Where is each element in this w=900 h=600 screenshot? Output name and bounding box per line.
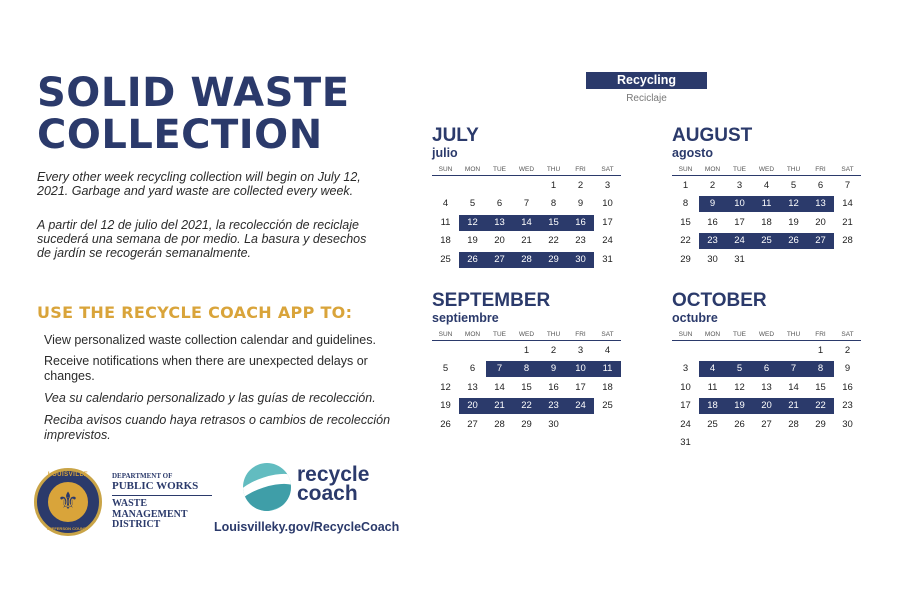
- calendar-day: 29: [521, 418, 532, 430]
- calendar-day: 19: [440, 400, 451, 411]
- day-header: TUE: [493, 166, 506, 173]
- calendar-empty-cell: [486, 343, 513, 359]
- calendar-day: 18: [761, 216, 772, 228]
- calendar-day: 14: [788, 381, 799, 393]
- day-of-week-header: [672, 331, 861, 341]
- calendar-day: 10: [680, 381, 691, 393]
- calendar-empty-cell: [807, 252, 834, 268]
- day-header: WED: [758, 331, 775, 338]
- bullet-notifications-es: Reciba avisos cuando haya retrasos o cambios de recolección imprevistos.: [44, 413, 391, 442]
- day-header: TUE: [733, 331, 746, 338]
- calendar-day: 28: [842, 235, 853, 246]
- calendar-week: [672, 434, 861, 453]
- recycling-day: 23: [699, 233, 726, 249]
- calendar-empty-cell: [699, 343, 726, 359]
- day-header: THU: [546, 331, 561, 338]
- calendar-week: [432, 360, 621, 379]
- calendar-day: 25: [602, 400, 613, 411]
- recycling-day: 22: [807, 398, 834, 414]
- day-header: SUN: [438, 331, 453, 338]
- recycling-day: 16: [567, 215, 594, 231]
- september-title-es: septiembre: [432, 311, 499, 325]
- calendar-day: 30: [548, 418, 559, 430]
- calendar-day: 7: [844, 179, 851, 191]
- calendar-empty-cell: [753, 435, 780, 451]
- calendar-empty-cell: [672, 343, 699, 359]
- recycling-day: 25: [753, 233, 780, 249]
- calendar-day: 6: [496, 198, 503, 209]
- calendar-day: 14: [494, 381, 505, 393]
- day-header: FRI: [575, 166, 586, 173]
- recycling-day: 28: [513, 252, 540, 268]
- calendar-empty-cell: [753, 343, 780, 359]
- calendar-day: 15: [815, 381, 826, 393]
- louisville-seal-logo: [34, 468, 102, 536]
- recycling-day: 23: [540, 398, 567, 414]
- calendar-day: 27: [761, 418, 772, 430]
- dpw-divider: [112, 495, 212, 496]
- day-header: FRI: [815, 331, 826, 338]
- calendar-day: 27: [467, 418, 478, 430]
- day-header: MON: [464, 331, 481, 338]
- july-title: JULY: [432, 125, 479, 146]
- day-header: TUE: [733, 166, 746, 173]
- calendar-empty-cell: [780, 343, 807, 359]
- calendar-day: 31: [680, 437, 691, 448]
- calendar-empty-cell: [432, 343, 459, 359]
- calendar-empty-cell: [834, 435, 861, 451]
- calendar-day: 9: [844, 363, 851, 374]
- calendar-day: 16: [842, 381, 853, 393]
- calendar-day: 21: [521, 235, 532, 246]
- calendar-day: 18: [440, 235, 451, 246]
- october-title-es: octubre: [672, 311, 718, 325]
- recycling-day: 13: [486, 215, 513, 231]
- calendar-day: 3: [577, 344, 584, 356]
- day-of-week-header: [432, 166, 621, 176]
- calendar-day: 16: [548, 381, 559, 393]
- dpw-waste: WASTE: [112, 498, 148, 509]
- dpw-management: MANAGEMENT: [112, 508, 188, 520]
- legend-recycling: Recycling: [586, 72, 707, 89]
- calendar-day: 20: [494, 235, 505, 246]
- calendar-week: [672, 250, 861, 269]
- day-header: SAT: [601, 166, 614, 173]
- calendar-day: 26: [440, 418, 451, 430]
- calendar-day: 26: [734, 418, 745, 430]
- calendar-day: 4: [442, 198, 449, 209]
- calendar-empty-cell: [459, 178, 486, 194]
- calendar-week: [432, 176, 621, 195]
- calendar-day: 20: [815, 216, 826, 228]
- legend-recycling-es: Reciclaje: [626, 93, 667, 104]
- calendar-week: [432, 378, 621, 397]
- calendar-day: 4: [763, 179, 770, 191]
- calendar-day: 12: [734, 381, 745, 393]
- recycling-day: 29: [540, 252, 567, 268]
- calendar-empty-cell: [780, 252, 807, 268]
- calendar-september: [432, 291, 621, 434]
- day-of-week-header: [432, 331, 621, 341]
- calendar-day: 19: [467, 235, 478, 246]
- calendar-week: [672, 415, 861, 434]
- calendar-day: 4: [604, 344, 611, 356]
- calendar-day: 17: [602, 216, 613, 228]
- calendar-day: 6: [817, 179, 824, 191]
- day-header: THU: [786, 331, 801, 338]
- calendar-week: [672, 360, 861, 379]
- calendar-day: 23: [575, 235, 586, 246]
- seal-county: JEFFERSON COUNTY: [46, 526, 89, 531]
- calendar-week: [432, 213, 621, 232]
- day-header: FRI: [575, 331, 586, 338]
- recycling-day: 6: [753, 361, 780, 377]
- calendar-day: 3: [736, 179, 743, 191]
- calendar-empty-cell: [459, 343, 486, 359]
- dpw-district: DISTRICT: [112, 519, 161, 530]
- recycling-day: 22: [513, 398, 540, 414]
- calendar-day: 1: [817, 344, 824, 356]
- recycle-coach-icon: [243, 463, 291, 511]
- calendar-day: 5: [790, 179, 797, 191]
- recycling-day: 8: [513, 361, 540, 377]
- recycling-day: 27: [486, 252, 513, 268]
- calendar-day: 23: [842, 400, 853, 411]
- recycling-day: 7: [486, 361, 513, 377]
- calendar-day: 2: [844, 344, 851, 356]
- calendar-day: 29: [680, 253, 691, 265]
- recycling-day: 26: [459, 252, 486, 268]
- calendar-day: 5: [442, 363, 449, 374]
- recycling-day: 11: [753, 196, 780, 212]
- calendar-day: 1: [682, 179, 689, 191]
- calendar-week: [672, 378, 861, 397]
- calendar-day: 24: [602, 235, 613, 246]
- calendar-day: 1: [523, 344, 530, 356]
- recycling-day: 26: [780, 233, 807, 249]
- august-title-es: agosto: [672, 146, 713, 160]
- calendar-empty-cell: [834, 252, 861, 268]
- calendar-july: [432, 126, 621, 269]
- calendar-day: 6: [469, 363, 476, 374]
- dpw-public-works: PUBLIC WORKS: [112, 480, 199, 492]
- seal-name: LOUISVILLE: [47, 472, 89, 478]
- calendar-empty-cell: [432, 178, 459, 194]
- calendar-day: 2: [709, 179, 716, 191]
- recycle-coach-name: [297, 465, 369, 503]
- recycling-day: 4: [699, 361, 726, 377]
- calendar-day: 16: [707, 216, 718, 228]
- recycle-coach-name-1: recycle: [297, 463, 370, 486]
- calendar-day: 22: [680, 235, 691, 246]
- calendar-day: 21: [842, 216, 853, 228]
- calendar-day: 31: [602, 253, 613, 265]
- calendar-week: [432, 415, 621, 434]
- recycling-day: 30: [567, 252, 594, 268]
- calendar-week: [672, 341, 861, 360]
- day-header: TUE: [493, 331, 506, 338]
- calendar-day: 25: [707, 418, 718, 430]
- recycling-day: 15: [540, 215, 567, 231]
- recycling-day: 12: [459, 215, 486, 231]
- recycling-day: 24: [726, 233, 753, 249]
- calendar-week: [432, 397, 621, 416]
- recycling-day: 20: [459, 398, 486, 414]
- recycling-day: 19: [726, 398, 753, 414]
- calendar-week: [672, 397, 861, 416]
- calendar-day: 2: [577, 179, 584, 191]
- day-header: MON: [704, 166, 721, 173]
- calendar-day: 2: [550, 344, 557, 356]
- calendar-day: 9: [577, 198, 584, 209]
- calendar-day: 3: [604, 179, 611, 191]
- calendar-day: 25: [440, 253, 451, 265]
- recycling-day: 18: [699, 398, 726, 414]
- fleur-de-lis-icon: ⚜: [46, 480, 90, 524]
- calendar-empty-cell: [567, 417, 594, 433]
- recycling-day: 20: [753, 398, 780, 414]
- calendar-day: 29: [815, 418, 826, 430]
- calendar-week: [672, 176, 861, 195]
- app-heading: USE THE RECYCLE COACH APP TO:: [37, 303, 353, 322]
- day-header: SAT: [841, 331, 854, 338]
- calendar-empty-cell: [699, 435, 726, 451]
- calendar-day: 7: [523, 198, 530, 209]
- calendar-week: [672, 195, 861, 214]
- september-title: SEPTEMBER: [432, 290, 551, 311]
- calendar-empty-cell: [486, 178, 513, 194]
- calendar-empty-cell: [513, 178, 540, 194]
- recycling-day: 9: [699, 196, 726, 212]
- day-header: THU: [786, 166, 801, 173]
- bullet-view-calendar: View personalized waste collection calendar and guidelines.: [44, 333, 376, 347]
- calendar-empty-cell: [594, 417, 621, 433]
- calendar-day: 15: [680, 216, 691, 228]
- calendar-day: 14: [842, 198, 853, 209]
- calendar-day: 22: [548, 235, 559, 246]
- recycling-day: 27: [807, 233, 834, 249]
- calendar-august: [672, 126, 861, 269]
- recycling-day: 11: [594, 361, 621, 377]
- calendar-week: [432, 341, 621, 360]
- calendar-empty-cell: [780, 435, 807, 451]
- calendar-day: 28: [494, 418, 505, 430]
- bullet-notifications: Receive notifications when there are unexpected delays or changes.: [44, 354, 368, 383]
- bullet-calendar-es: Vea su calendario personalizado y las guías de recolección.: [44, 391, 376, 405]
- calendar-day: 17: [575, 381, 586, 393]
- public-works-logo: [112, 472, 212, 531]
- recycle-coach-name-2: coach: [297, 482, 358, 505]
- recycling-day: 13: [807, 196, 834, 212]
- calendar-day: 28: [788, 418, 799, 430]
- calendar-day: 1: [550, 179, 557, 191]
- day-header: SUN: [438, 166, 453, 173]
- day-header: THU: [546, 166, 561, 173]
- day-header: WED: [518, 166, 535, 173]
- calendar-day: 17: [734, 216, 745, 228]
- october-title: OCTOBER: [672, 290, 767, 311]
- calendar-day: 3: [682, 363, 689, 374]
- recycling-day: 8: [807, 361, 834, 377]
- calendar-day: 19: [788, 216, 799, 228]
- calendar-day: 18: [602, 381, 613, 393]
- recycling-day: 7: [780, 361, 807, 377]
- day-header: WED: [758, 166, 775, 173]
- recycling-day: 24: [567, 398, 594, 414]
- recycling-day: 9: [540, 361, 567, 377]
- recycling-day: 14: [513, 215, 540, 231]
- calendar-day: 12: [440, 381, 451, 393]
- calendar-day: 30: [842, 418, 853, 430]
- day-header: SUN: [678, 331, 693, 338]
- day-header: FRI: [815, 166, 826, 173]
- calendar-day: 11: [707, 381, 718, 393]
- page-title: [37, 72, 350, 156]
- calendar-day: 11: [440, 216, 451, 228]
- calendar-day: 17: [680, 400, 691, 411]
- calendar-week: [432, 250, 621, 269]
- calendar-day: 8: [550, 198, 557, 209]
- day-header: SAT: [601, 331, 614, 338]
- recycling-day: 10: [567, 361, 594, 377]
- calendar-day: 13: [761, 381, 772, 393]
- calendar-week: [672, 213, 861, 232]
- recycling-day: 5: [726, 361, 753, 377]
- calendar-day: 8: [682, 198, 689, 209]
- recycle-coach-url[interactable]: Louisvilleky.gov/RecycleCoach: [214, 520, 400, 534]
- calendar-week: [672, 232, 861, 251]
- day-header: MON: [704, 331, 721, 338]
- recycling-day: 21: [486, 398, 513, 414]
- july-title-es: julio: [432, 146, 458, 160]
- intro-english: Every other week recycling collection will begin on July 12, 2021. Garbage and yard waste are collected every week.: [37, 170, 361, 198]
- calendar-empty-cell: [726, 435, 753, 451]
- august-title: AUGUST: [672, 125, 753, 146]
- calendar-october: [672, 291, 861, 452]
- day-header: WED: [518, 331, 535, 338]
- calendar-day: 13: [467, 381, 478, 393]
- calendar-day: 24: [680, 418, 691, 430]
- day-header: MON: [464, 166, 481, 173]
- calendar-day: 5: [469, 198, 476, 209]
- day-header: SAT: [841, 166, 854, 173]
- calendar-day: 15: [521, 381, 532, 393]
- recycling-day: 21: [780, 398, 807, 414]
- title-line-1: SOLID WASTE: [37, 70, 350, 116]
- calendar-week: [432, 195, 621, 214]
- calendar-week: [432, 232, 621, 251]
- day-header: SUN: [678, 166, 693, 173]
- calendar-empty-cell: [753, 252, 780, 268]
- calendar-empty-cell: [807, 435, 834, 451]
- intro-spanish: A partir del 12 de julio del 2021, la recolección de reciclaje sucederá una semana de por medio. La basura y desechos de jardín se recogerán semanalmente.: [37, 218, 367, 260]
- calendar-day: 30: [707, 253, 718, 265]
- calendar-empty-cell: [726, 343, 753, 359]
- recycling-day: 10: [726, 196, 753, 212]
- day-of-week-header: [672, 166, 861, 176]
- recycling-day: 12: [780, 196, 807, 212]
- calendar-day: 10: [602, 198, 613, 209]
- calendar-day: 31: [734, 253, 745, 265]
- dpw-department-of: DEPARTMENT OF: [112, 472, 173, 480]
- title-line-2: COLLECTION: [37, 112, 323, 158]
